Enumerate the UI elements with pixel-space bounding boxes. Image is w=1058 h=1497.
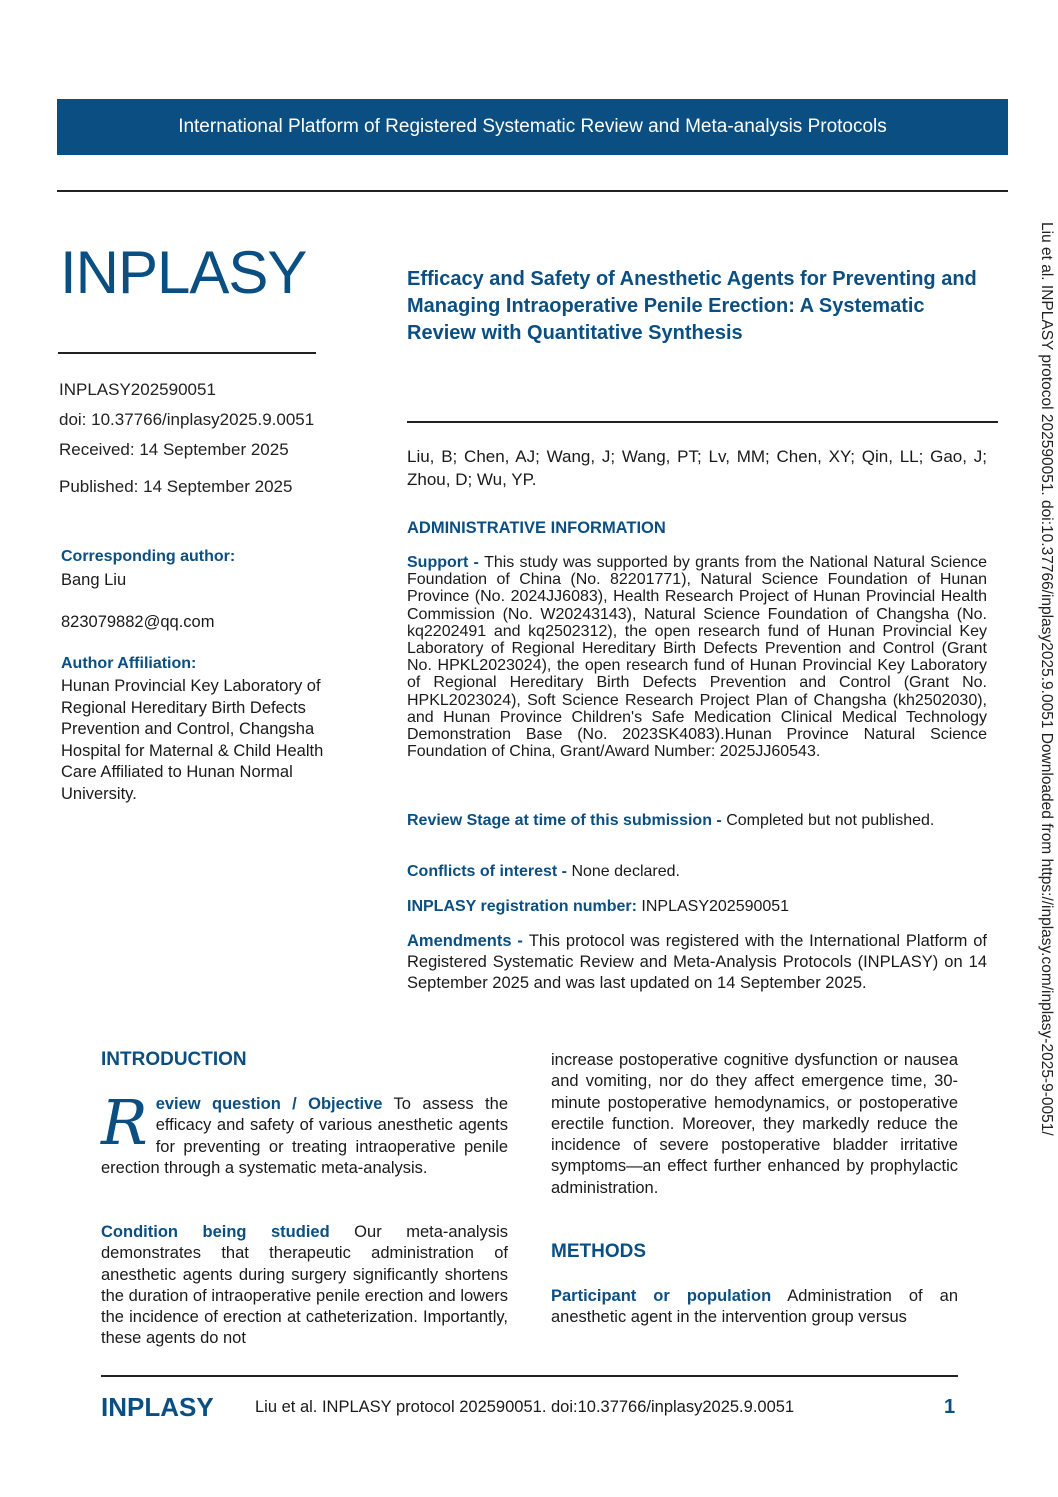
conflicts-paragraph [407,863,987,880]
conflicts-text: None declared. [571,863,680,880]
population-label: Participant or population [551,1287,772,1305]
population-paragraph [551,1286,958,1329]
author-email[interactable]: 823079882@qq.com [61,613,215,631]
doi[interactable]: doi: 10.37766/inplasy2025.9.0051 [59,410,315,429]
review-stage-paragraph [407,812,987,829]
article-title: Efficacy and Safety of Anesthetic Agents for Preventing and Managing Intraoperative Penile Erection: A Systematic Review with Quantitative Synthesis [407,268,977,344]
review-stage-text: Completed but not published. [726,812,935,829]
page-number: 1 [944,1396,956,1418]
corresponding-author-label: Corresponding author: [61,548,236,565]
review-question-label: eview question / Objective [155,1095,383,1113]
review-question-paragraph [101,1086,508,1179]
condition-continued-paragraph [551,1050,958,1199]
affiliation-label: Author Affiliation: [61,655,197,672]
condition-label: Condition being studied [101,1223,330,1241]
title-rule [407,421,998,423]
condition-text: Our meta-analysis demonstrates that therapeutic administration of anesthetic agents during surgery significantly shortens the duration of intraoperative penile erection and lowers the incidence of erection at catheterization. Importantly, these agents do not [101,1223,508,1348]
brand-rule [58,352,316,354]
brand-logo: INPLASY [60,239,307,306]
support-text: This study was supported by grants from the National Natural Science Foundation of China (No. 82201771), Natural Science Foundation of Hunan Province (No. 2024JJ6083), Health Research Project of Hunan Provincial Health Commission (No. W20243143), Natural Science Foundation of Changsha (No. kq2202491 and kq2502312), the open research fund of Hunan Provincial Key Laboratory of Regional Hereditary Birth Defects Prevention and Control (Grant No. HPKL2023024), the open research fund of Hunan Provincial Key Laboratory of Regional Hereditary Birth Defects Prevention and Control (Grant No. HPKL2023024), Soft Science Research Project Plan of Changsha (kh2502030), and Hunan Province Children's Safe Medication Clinical Medical Technology Demonstration Base (No. 2023SK4083).Hunan Province Natural Science Foundation of China, Grant/Award Number: 2025JJ60543. [407,554,987,761]
banner-text: International Platform of Registered Systematic Review and Meta-analysis Protocols [178,116,887,137]
support-paragraph [407,554,987,760]
admin-heading: ADMINISTRATIVE INFORMATION [407,519,666,537]
amendments-text: This protocol was registered with the International Platform of Registered Systematic Review and Meta-Analysis Protocols (INPLASY) on 14 September 2025 and was last updated on 14 September 2025. [407,932,988,992]
received-date: Received: 14 September 2025 [59,440,289,459]
vertical-citation: Liu et al. INPLASY protocol 202590051. doi:10.37766/inplasy2025.9.0051 Downloaded from https://inplasy.com/inplasy-2025-9-0051/ [1038,222,1055,1136]
affiliation-text: Hunan Provincial Key Laboratory of Regional Hereditary Birth Defects Prevention and Control, Changsha Hospital for Maternal & Child Health Care Affiliated to Hunan Normal University. [61,677,324,803]
methods-heading: METHODS [551,1241,646,1262]
author-list: Liu, B; Chen, AJ; Wang, J; Wang, PT; Lv, MM; Chen, XY; Qin, LL; Gao, J; Zhou, D; Wu, YP. [407,447,987,489]
footer-brand: INPLASY [101,1392,214,1422]
header-rule [57,190,1008,192]
amendments-label: Amendments - [407,932,529,950]
condition-paragraph [101,1222,508,1350]
registration-paragraph [407,898,987,915]
registration-label: INPLASY registration number: [407,898,642,915]
introduction-heading: INTRODUCTION [101,1049,247,1070]
population-text: Administration of an anesthetic agent in the intervention group versus [551,1287,958,1327]
protocol-id: INPLASY202590051 [59,380,216,399]
corresponding-author-name: Bang Liu [61,571,127,589]
review-question-text: To assess the efficacy and safety of various anesthetic agents for preventing or treating intraoperative penile erection through a systematic meta-analysis. [101,1095,508,1177]
header-banner [57,99,1008,155]
published-date: Published: 14 September 2025 [59,477,293,496]
condition-continued-text: increase postoperative cognitive dysfunction or nausea and vomiting, nor do they affect emergence time, 30-minute postoperative hemodynamics, or postoperative erectile function. Moreover, they markedly reduce the incidence of severe postoperative bladder irritative symptoms—an effect further enhanced by prophylactic administration. [551,1051,958,1197]
support-label: Support - [407,554,485,571]
drop-cap: R [101,1086,148,1159]
conflicts-label: Conflicts of interest - [407,863,572,880]
review-stage-label: Review Stage at time of this submission - [407,812,727,829]
registration-number: INPLASY202590051 [641,898,790,915]
amendments-paragraph [407,931,987,994]
footer-rule [101,1375,958,1377]
footer-citation: Liu et al. INPLASY protocol 202590051. doi:10.37766/inplasy2025.9.0051 [255,1398,795,1416]
